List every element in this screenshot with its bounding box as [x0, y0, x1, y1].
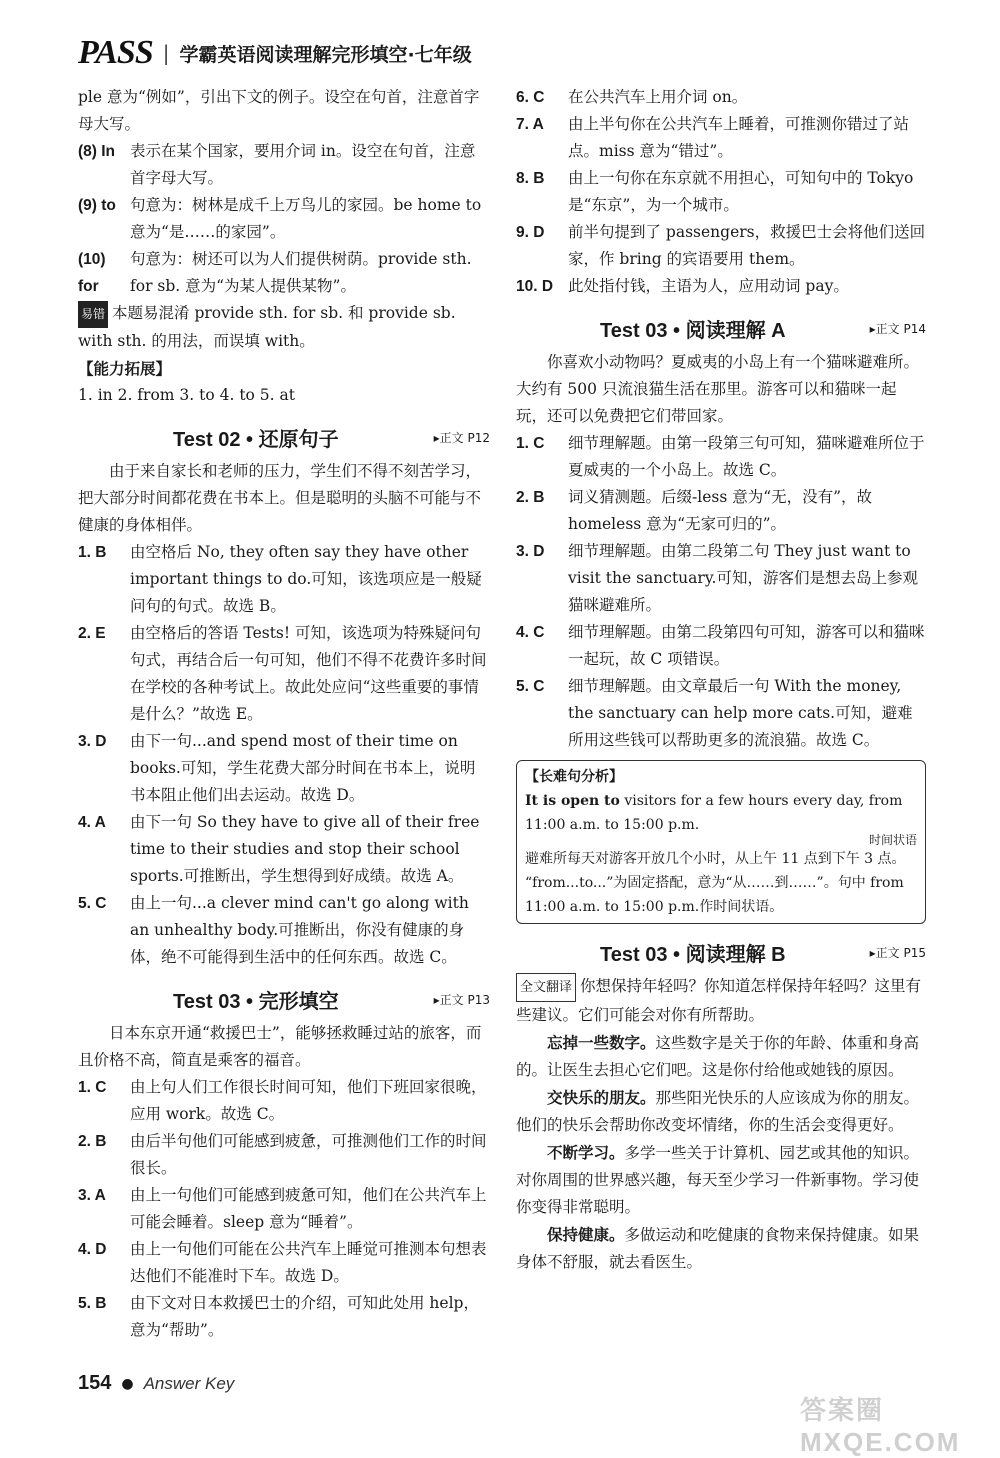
answer-item	[516, 538, 926, 619]
answer-item	[516, 219, 926, 273]
answer-explanation: 细节理解题。由第一段第三句可知，猫咪避难所位于夏威夷的一个小岛上。故选 C。	[568, 434, 925, 479]
box-translation: 避难所每天对游客开放几个小时，从上午 11 点到下午 3 点。	[525, 851, 906, 867]
answer-explanation: 句意为：树还可以为人们提供树荫。provide sth. for sb. 意为“为某人提供某物”。	[130, 250, 472, 295]
box-explanation: “from...to...”为固定搭配，意为“从……到……”。句中 from 11:00 a.m. to 15:00 p.m.作时间状语。	[525, 875, 904, 915]
page-footer	[78, 1372, 234, 1395]
answer-item	[78, 728, 490, 809]
answer-item	[516, 484, 926, 538]
paragraph-heading: 保持健康。	[547, 1225, 625, 1244]
paragraph-text: 多做运动和吃健康的食物来保持健康。如果身体不舒服，就去看医生。	[516, 1226, 920, 1271]
test03a-ref: ▸ 正文 P14	[870, 320, 926, 337]
answer-number: 5. C	[516, 678, 545, 695]
answer-number: 3. D	[78, 733, 107, 750]
watermark: 答案圈 MXQE.COM	[800, 1395, 961, 1457]
answer-item	[516, 84, 926, 111]
answer-item	[78, 1128, 490, 1182]
header-separator: |	[162, 41, 170, 65]
answer-number: 2. B	[78, 1133, 107, 1150]
answer-explanation: 细节理解题。由第二段第二句 They just want to visit the sanctuary.可知，游客们是想去岛上参观猫咪避难所。	[568, 542, 918, 614]
test03-ref: ▸ 正文 P13	[434, 991, 490, 1008]
translation-paragraph	[516, 1084, 926, 1139]
answer-explanation: 由上一句...a clever mind can't go along with an unhealthy body.可推断出，你没有健康的身体，绝不可能得到生活中的任何东西。故选 C。	[130, 894, 469, 966]
test03b-heading	[516, 938, 926, 967]
box-sentence-rest: visitors for a few hours every day, from 11:00 a.m. to 15:00 p.m.	[525, 793, 903, 833]
answer-list-cloze-end	[78, 138, 490, 300]
answer-explanation: 由后半句他们可能感到疲惫，可推测他们工作的时间很长。	[130, 1132, 487, 1177]
paragraph-text: 这些数字是关于你的年龄、体重和身高的。让医生去担心它们吧。这是你付给他或她钱的原因。	[516, 1034, 920, 1079]
right-column	[516, 84, 926, 1276]
answer-number: (9) to	[78, 197, 116, 214]
translation-paragraph	[516, 1139, 926, 1221]
test03-heading	[78, 985, 490, 1014]
answer-explanation: 前半句提到了 passengers，救援巴士会将他们送回家，作 bring 的宾语要用 them。	[568, 223, 926, 268]
answer-number: 4. D	[78, 1241, 107, 1258]
paragraph-text: 多学一些关于计算机、园艺或其他的知识。对你周围的世界感兴趣，每天至少学习一件新事物。学习使你变得非常聪明。	[516, 1144, 920, 1216]
answer-item	[516, 430, 926, 484]
test02-ref: ▸ 正文 P12	[434, 429, 490, 446]
left-column	[78, 84, 490, 1344]
paragraph-heading: 忘掉一些数字。	[547, 1033, 656, 1052]
test03b-ref: ▸ 正文 P15	[870, 944, 926, 961]
answer-number: 6. C	[516, 89, 545, 106]
answer-item	[78, 1182, 490, 1236]
answer-key-label: Answer Key	[143, 1373, 235, 1393]
paragraph-heading: 交快乐的朋友。	[547, 1088, 656, 1107]
test03a-heading	[516, 314, 926, 343]
answer-explanation: 由下文对日本救援巴士的介绍，可知此处用 help，意为“帮助”。	[130, 1294, 479, 1339]
mix-tag: 易错	[78, 301, 108, 328]
answer-explanation: 由空格后的答语 Tests! 可知，该选项为特殊疑问句句式，再结合后一句可知，他们不得不花费许多时间在学校的各种考试上。故此处应问“这些重要的事情是什么？”故选 E。	[130, 624, 487, 723]
answer-number: 5. C	[78, 895, 107, 912]
mix-note	[78, 300, 490, 355]
page-header	[78, 34, 472, 72]
answer-number: (8) In	[78, 143, 116, 160]
answer-number: 1. C	[516, 435, 545, 452]
test03a-title: Test 03 • 阅读理解 A	[600, 320, 786, 342]
test02-title: Test 02 • 还原句子	[173, 429, 339, 451]
answer-item	[516, 673, 926, 754]
answer-number: 3. D	[516, 543, 545, 560]
box-note: 时间状语	[868, 833, 917, 847]
ability-answers: 1. in 2. from 3. to 4. to 5. at	[78, 386, 295, 404]
answer-item	[78, 1074, 490, 1128]
long-sentence-box	[516, 760, 926, 924]
answer-explanation: 此处指付钱，主语为人，应用动词 pay。	[568, 277, 849, 295]
answer-item	[78, 890, 490, 971]
answer-item	[78, 1236, 490, 1290]
answer-number: 4. C	[516, 624, 545, 641]
answer-number: 1. B	[78, 544, 107, 561]
answer-number: 10. D	[516, 278, 554, 295]
test02-intro: 由于来自家长和老师的压力，学生们不得不刻苦学习，把大部分时间都花费在书本上。但是聪明的头脑不可能与不健康的身体相伴。	[78, 462, 482, 534]
test03-intro: 日本东京开通“救援巴士”，能够拯救睡过站的旅客，而且价格不高，简直是乘客的福音。	[78, 1024, 482, 1069]
answer-explanation: 表示在某个国家，要用介词 in。设空在句首，注意首字母大写。	[130, 142, 476, 187]
answer-explanation: 由上一句你在东京就不用担心，可知句中的 Tokyo 是“东京”，为一个城市。	[568, 169, 914, 214]
test03b-paragraphs	[516, 1029, 926, 1276]
answer-item	[78, 539, 490, 620]
footer-dot: ●	[121, 1375, 134, 1392]
answer-number: 2. E	[78, 625, 106, 642]
pass-logo: PASS	[78, 34, 153, 71]
test03-title: Test 03 • 完形填空	[173, 991, 339, 1013]
answer-explanation: 细节理解题。由第二段第四句可知，游客可以和猫咪一起玩，故 C 项错误。	[568, 623, 925, 668]
test03-answers-continued	[516, 84, 926, 300]
answer-explanation: 由上句人们工作很长时间可知，他们下班回家很晚，应用 work。故选 C。	[130, 1078, 487, 1123]
answer-item	[78, 620, 490, 728]
box-sentence-bold: It is open to	[525, 793, 620, 809]
answer-number: (10) for	[78, 251, 106, 295]
translation-paragraph	[516, 1029, 926, 1084]
answer-explanation: 由下一句 So they have to give all of their free time to their studies and stop their school sports.可推断出，学生想得到好成绩。故选 A。	[130, 813, 480, 885]
answer-number: 2. B	[516, 489, 545, 506]
answer-explanation: 由上一句他们可能在公共汽车上睡觉可推测本句想表达他们不能准时下车。故选 D。	[130, 1240, 487, 1285]
answer-number: 3. A	[78, 1187, 106, 1204]
test03b-intro: 你想保持年轻吗？你知道怎样保持年轻吗？这里有些建议。它们可能会对你有所帮助。	[516, 977, 922, 1024]
header-title: 学霸英语阅读理解完形填空·七年级	[179, 43, 472, 66]
test02-answers	[78, 539, 490, 971]
full-translation-tag: 全文翻译	[516, 973, 576, 1002]
answer-item	[516, 165, 926, 219]
intro-continued: ple 意为“例如”，引出下文的例子。设空在句首，注意首字母大写。	[78, 88, 480, 133]
test03-answers	[78, 1074, 490, 1344]
answer-explanation: 由上半句你在公共汽车上睡着，可推测你错过了站点。miss 意为“错过”。	[568, 115, 910, 160]
ability-label: 【能力拓展】	[78, 359, 172, 378]
answer-explanation: 词义猜测题。后缀-less 意为“无，没有”，故homeless 意为“无家可归的”。	[568, 488, 873, 533]
answer-item	[78, 138, 490, 192]
answer-item	[78, 809, 490, 890]
page-number: 154	[78, 1372, 112, 1394]
mix-text: 本题易混淆 provide sth. for sb. 和 provide sb. with sth. 的用法，而误填 with。	[78, 304, 456, 350]
answer-item	[78, 192, 490, 246]
answer-explanation: 由上一句他们可能感到疲惫可知，他们在公共汽车上可能会睡着。sleep 意为“睡着”。	[130, 1186, 487, 1231]
answer-explanation: 在公共汽车上用介词 on。	[568, 88, 748, 106]
translation-paragraph	[516, 1221, 926, 1276]
box-sentence	[525, 789, 917, 837]
answer-number: 5. B	[78, 1295, 107, 1312]
answer-item	[78, 246, 490, 300]
answer-item	[516, 619, 926, 673]
answer-explanation: 句意为：树林是成千上万鸟儿的家园。be home to 意为“是……的家园”。	[130, 196, 482, 241]
test03a-intro: 你喜欢小动物吗？夏威夷的小岛上有一个猫咪避难所。大约有 500 只流浪猫生活在那里。游客可以和猫咪一起玩，还可以免费把它们带回家。	[516, 353, 920, 425]
answer-item	[516, 273, 926, 300]
answer-number: 9. D	[516, 224, 545, 241]
answer-explanation: 由空格后 No, they often say they have other important things to do.可知，该选项应是一般疑问句的句式。故选 B。	[130, 543, 482, 615]
answer-item	[78, 1290, 490, 1344]
paragraph-heading: 不断学习。	[547, 1143, 625, 1162]
paragraph-text: 那些阳光快乐的人应该成为你的朋友。他们的快乐会帮助你改变坏情绪，你的生活会变得更好。	[516, 1089, 920, 1134]
answer-number: 1. C	[78, 1079, 107, 1096]
test02-heading	[78, 423, 490, 452]
answer-number: 7. A	[516, 116, 544, 133]
box-label: 【长难句分析】	[525, 769, 623, 785]
test03b-title: Test 03 • 阅读理解 B	[600, 944, 786, 966]
answer-explanation: 细节理解题。由文章最后一句 With the money, the sanctuary can help more cats.可知，避难所用这些钱可以帮助更多的流浪猫。故选 C。	[568, 677, 913, 749]
answer-item	[516, 111, 926, 165]
test03a-answers	[516, 430, 926, 754]
test03b-intro-line	[516, 973, 926, 1029]
answer-number: 4. A	[78, 814, 106, 831]
answer-explanation: 由下一句...and spend most of their time on books.可知，学生花费大部分时间在书本上，说明书本阻止他们出去运动。故选 D。	[130, 732, 476, 804]
answer-number: 8. B	[516, 170, 545, 187]
